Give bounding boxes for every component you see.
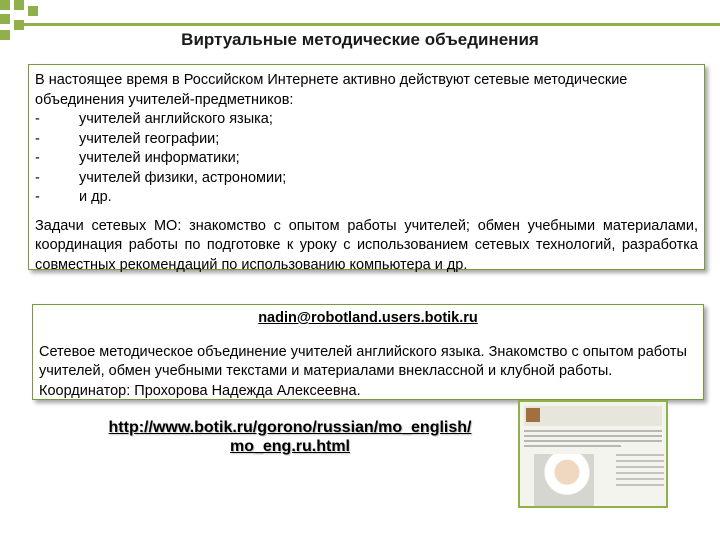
list-dash: - (35, 150, 40, 166)
intro-text: В настоящее время в Российском Интернете активно действуют сетевые методические объединения учителей-предметников: (35, 72, 628, 108)
thumbnail-header (524, 406, 662, 426)
list-item (35, 149, 698, 169)
thumbnail-text-lines (524, 430, 662, 450)
thumbnail-side-text (616, 454, 664, 490)
list-item-text: учителей английского языка; (79, 111, 273, 127)
list-item-text: учителей информатики; (79, 150, 240, 166)
url-line-2: mo_eng.ru.html (229, 438, 350, 455)
thumbnail-photo (534, 454, 594, 506)
email-link[interactable]: nadin@robotland.users.botik.ru (258, 310, 478, 326)
list-item-text: и др. (79, 189, 112, 205)
header-rule (22, 23, 720, 26)
thumbnail-logo (526, 408, 540, 422)
list-item (35, 188, 698, 208)
tasks-text: Задачи сетевых МО: знакомство с опытом работы учителей; обмен учебными материалами, координация работы по подготовке к уроку с использованием сетевых технологий, разработка совместных рекомендаций по использованию компьютера и др. (35, 217, 698, 273)
list-item-text: учителей физики, астрономии; (79, 169, 287, 186)
list-item (35, 130, 698, 150)
page-title: Виртуальные методические объединения (181, 30, 539, 49)
list-dash: - (35, 130, 40, 147)
list-dash: - (35, 111, 40, 127)
list-dash: - (35, 189, 40, 205)
site-url-link[interactable] (70, 418, 510, 456)
website-thumbnail (518, 400, 668, 508)
resource-description: Сетевое методическое объединение учителей английского языка. Знакомство с опытом работы учителей, обмен учебными текстами и материалами внеклассной и клубной работы. Координатор: Прохорова Надежда Алексеевна. (39, 343, 687, 399)
resource-box (32, 304, 704, 400)
list-dash: - (35, 169, 40, 186)
list-item (35, 110, 698, 130)
list-item-text: учителей географии; (79, 130, 220, 147)
list-item (35, 169, 698, 189)
url-line-1: http://www.botik.ru/gorono/russian/mo_english/ (108, 419, 472, 436)
intro-box (28, 64, 705, 273)
